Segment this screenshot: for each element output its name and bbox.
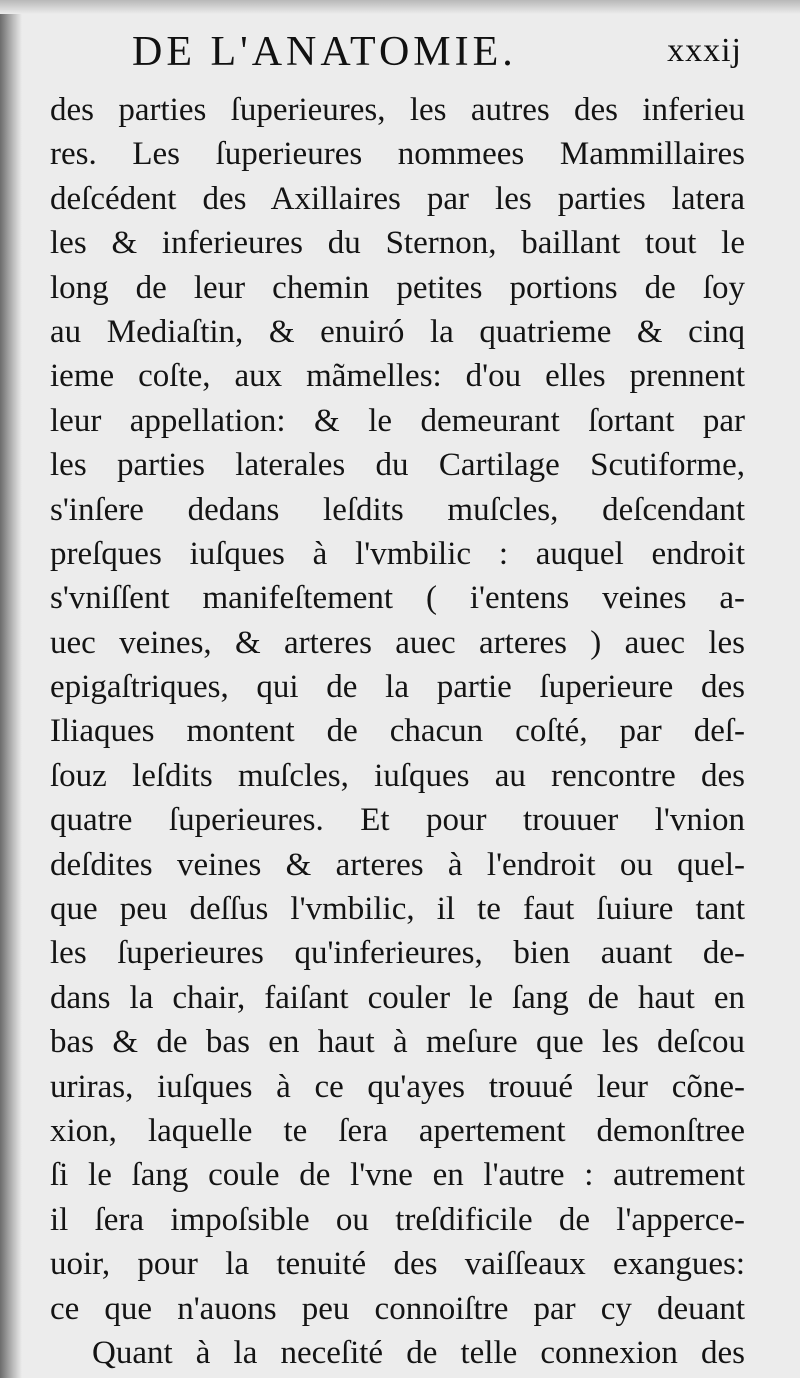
text-line: epigaſtriques, qui de la partie ſuperieure des xyxy=(50,669,745,706)
text-line: leur appellation: & le demeurant ſortant par xyxy=(50,402,745,439)
text-line: les parties laterales du Cartilage Scutiforme, xyxy=(50,447,745,484)
text-line: res. Les ſuperieures nommees Mammillaires xyxy=(50,136,745,173)
text-line: que peu deſſus l'vmbilic, il te faut ſuiure tant xyxy=(50,891,745,928)
text-line: ſouz leſdits muſcles, iuſques au rencontre des xyxy=(50,757,745,794)
gutter-shadow xyxy=(0,0,22,1378)
text-line: preſques iuſques à l'vmbilic : auquel endroit xyxy=(50,535,745,572)
text-line: Iliaques montent de chacun coſté, par deſ- xyxy=(50,713,745,750)
text-line: dans la chair, faiſant couler le ſang de haut en xyxy=(50,979,745,1016)
text-line: les & inferieures du Sternon, baillant tout le xyxy=(50,225,745,262)
text-line: deſdites veines & arteres à l'endroit ou quel- xyxy=(50,846,745,883)
text-line: s'vniſſent manifeſtement ( i'entens veines a- xyxy=(50,580,745,617)
text-line: quatre ſuperieures. Et pour trouuer l'vnion xyxy=(50,802,745,839)
text-line: ce que n'auons peu connoiſtre par cy deuant xyxy=(50,1290,745,1327)
text-line: xion, laquelle te ſera apertement demonſtree xyxy=(50,1112,745,1149)
page-header xyxy=(132,28,742,86)
text-line: les ſuperieures qu'inferieures, bien auant de- xyxy=(50,935,745,972)
text-line: ieme coſte, aux mãmelles: d'ou elles prennent xyxy=(50,358,745,395)
text-line: ſi le ſang coule de l'vne en l'autre : autrement xyxy=(50,1157,745,1194)
text-line: uriras, iuſques à ce qu'ayes trouué leur cõne- xyxy=(50,1068,745,1105)
folio-number: xxxij xyxy=(667,32,742,69)
text-line: s'inſere dedans leſdits muſcles, deſcendant xyxy=(50,491,745,528)
text-line: il ſera impoſsible ou treſdificile de l'apperce- xyxy=(50,1201,745,1238)
text-line: au Mediaſtin, & enuiró la quatrieme & cinq xyxy=(50,313,745,350)
text-line-paragraph-start: Quant à la neceſité de telle connexion des xyxy=(92,1334,745,1371)
text-line: uec veines, & arteres auec arteres ) auec les xyxy=(50,624,745,661)
text-line: uoir, pour la tenuité des vaiſſeaux exangues: xyxy=(50,1246,745,1283)
text-line: bas & de bas en haut à meſure que les deſcou xyxy=(50,1024,745,1061)
body-text xyxy=(50,88,745,1375)
running-head: DE L'ANATOMIE. xyxy=(132,29,517,75)
text-line: des parties ſuperieures, les autres des inferieu xyxy=(50,92,745,128)
text-line: long de leur chemin petites portions de ſoy xyxy=(50,269,745,306)
top-edge-shadow xyxy=(0,0,800,14)
text-line: deſcédent des Axillaires par les parties latera xyxy=(50,180,745,217)
